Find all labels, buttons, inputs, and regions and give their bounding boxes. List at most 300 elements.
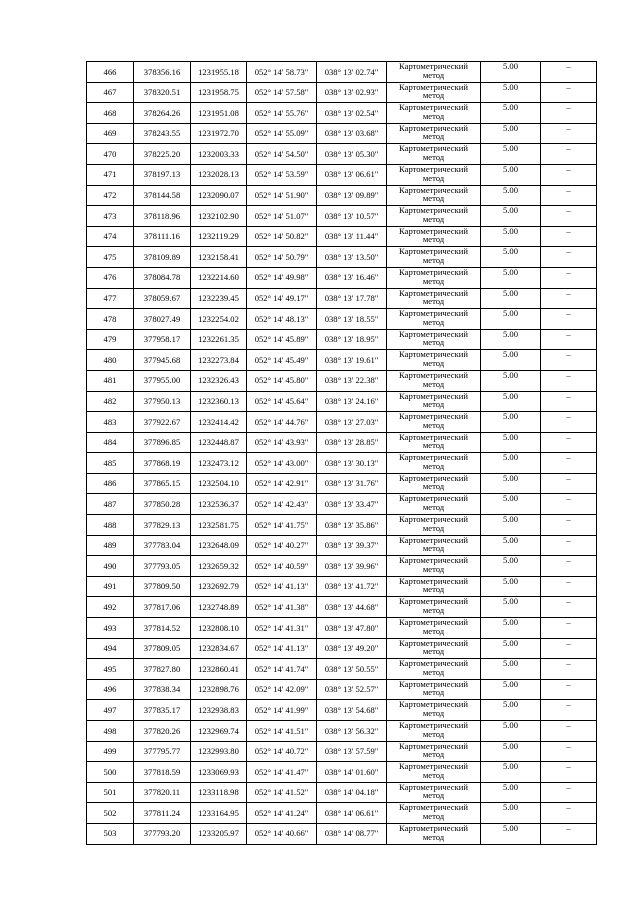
latitude-cell: 052° 14' 48.13" xyxy=(247,309,317,330)
y-coordinate-cell: 1233118.98 xyxy=(191,782,247,803)
point-number-cell: 483 xyxy=(87,412,134,433)
x-coordinate-cell: 377850.28 xyxy=(134,494,191,515)
method-cell xyxy=(387,659,481,680)
point-number-cell: 490 xyxy=(87,556,134,577)
x-coordinate-cell: 378320.51 xyxy=(134,82,191,103)
latitude-cell: 052° 14' 40.66" xyxy=(247,823,317,844)
method-label-line2: метод xyxy=(422,605,445,616)
table-row xyxy=(87,309,597,330)
y-coordinate-cell: 1232648.09 xyxy=(191,535,247,556)
note-cell: – xyxy=(541,782,597,803)
y-coordinate-cell: 1232860.41 xyxy=(191,659,247,680)
latitude-cell: 052° 14' 41.52" xyxy=(247,782,317,803)
method-label-line2: метод xyxy=(422,275,445,286)
longitude-cell: 038° 13' 39.37" xyxy=(317,535,387,556)
table-row xyxy=(87,247,597,268)
accuracy-cell: 5.00 xyxy=(481,823,541,844)
latitude-cell: 052° 14' 45.64" xyxy=(247,391,317,412)
method-label-line1: Картометрический xyxy=(399,823,468,833)
latitude-cell: 052° 14' 58.73" xyxy=(247,62,317,83)
method-cell xyxy=(387,247,481,268)
point-number-cell: 498 xyxy=(87,721,134,742)
longitude-cell: 038° 14' 08.77" xyxy=(317,823,387,844)
note-cell: – xyxy=(541,823,597,844)
note-cell: – xyxy=(541,329,597,350)
accuracy-cell: 5.00 xyxy=(481,267,541,288)
longitude-cell: 038° 13' 47.80" xyxy=(317,618,387,639)
accuracy-cell: 5.00 xyxy=(481,391,541,412)
note-cell: – xyxy=(541,267,597,288)
longitude-cell: 038° 13' 41.72" xyxy=(317,576,387,597)
longitude-cell: 038° 13' 27.03" xyxy=(317,412,387,433)
longitude-cell: 038° 13' 17.78" xyxy=(317,288,387,309)
latitude-cell: 052° 14' 40.72" xyxy=(247,741,317,762)
longitude-cell: 038° 13' 28.85" xyxy=(317,432,387,453)
method-label-line2: метод xyxy=(422,460,445,471)
y-coordinate-cell: 1232692.79 xyxy=(191,576,247,597)
latitude-cell: 052° 14' 55.09" xyxy=(247,123,317,144)
method-label-line1: Картометрический xyxy=(399,391,468,401)
method-label-line2: метод xyxy=(422,666,445,677)
latitude-cell: 052° 14' 41.99" xyxy=(247,700,317,721)
longitude-cell: 038° 13' 56.32" xyxy=(317,721,387,742)
y-coordinate-cell: 1232748.89 xyxy=(191,597,247,618)
latitude-cell: 052° 14' 41.74" xyxy=(247,659,317,680)
note-cell: – xyxy=(541,309,597,330)
x-coordinate-cell: 377817.06 xyxy=(134,597,191,618)
method-cell xyxy=(387,144,481,165)
table-row xyxy=(87,700,597,721)
method-label-line1: Картометрический xyxy=(399,370,468,380)
y-coordinate-cell: 1232119.29 xyxy=(191,226,247,247)
method-label-line2: метод xyxy=(422,625,445,636)
method-cell xyxy=(387,679,481,700)
accuracy-cell: 5.00 xyxy=(481,762,541,783)
point-number-cell: 471 xyxy=(87,164,134,185)
note-cell: – xyxy=(541,82,597,103)
table-row xyxy=(87,288,597,309)
method-label-line1: Картометрический xyxy=(399,246,468,257)
latitude-cell: 052° 14' 41.24" xyxy=(247,803,317,824)
y-coordinate-cell: 1232969.74 xyxy=(191,721,247,742)
point-number-cell: 479 xyxy=(87,329,134,350)
note-cell: – xyxy=(541,144,597,165)
x-coordinate-cell: 378084.78 xyxy=(134,267,191,288)
longitude-cell: 038° 13' 30.13" xyxy=(317,453,387,474)
table-row xyxy=(87,762,597,783)
accuracy-cell: 5.00 xyxy=(481,144,541,165)
y-coordinate-cell: 1232834.67 xyxy=(191,638,247,659)
x-coordinate-cell: 377955.00 xyxy=(134,370,191,391)
accuracy-cell: 5.00 xyxy=(481,638,541,659)
x-coordinate-cell: 377793.05 xyxy=(134,556,191,577)
method-cell xyxy=(387,494,481,515)
x-coordinate-cell: 377818.59 xyxy=(134,762,191,783)
point-number-cell: 470 xyxy=(87,144,134,165)
longitude-cell: 038° 13' 02.54" xyxy=(317,103,387,124)
x-coordinate-cell: 377820.26 xyxy=(134,721,191,742)
accuracy-cell: 5.00 xyxy=(481,329,541,350)
method-label-line1: Картометрический xyxy=(399,658,468,669)
y-coordinate-cell: 1232326.43 xyxy=(191,370,247,391)
accuracy-cell: 5.00 xyxy=(481,679,541,700)
longitude-cell: 038° 13' 09.89" xyxy=(317,185,387,206)
method-label-line2: метод xyxy=(422,172,445,183)
point-number-cell: 477 xyxy=(87,288,134,309)
method-label-line2: метод xyxy=(422,543,445,554)
latitude-cell: 052° 14' 44.76" xyxy=(247,412,317,433)
y-coordinate-cell: 1232504.10 xyxy=(191,473,247,494)
method-label-line2: метод xyxy=(422,151,445,162)
method-label-line2: метод xyxy=(422,563,445,574)
x-coordinate-cell: 377835.17 xyxy=(134,700,191,721)
y-coordinate-cell: 1232808.10 xyxy=(191,618,247,639)
method-cell xyxy=(387,515,481,536)
method-label-line2: метод xyxy=(422,316,445,327)
method-cell xyxy=(387,556,481,577)
method-cell xyxy=(387,329,481,350)
accuracy-cell: 5.00 xyxy=(481,556,541,577)
x-coordinate-cell: 377827.80 xyxy=(134,659,191,680)
longitude-cell: 038° 13' 19.61" xyxy=(317,350,387,371)
method-cell xyxy=(387,123,481,144)
note-cell: – xyxy=(541,391,597,412)
table-row xyxy=(87,494,597,515)
y-coordinate-cell: 1232898.76 xyxy=(191,679,247,700)
accuracy-cell: 5.00 xyxy=(481,412,541,433)
table-row xyxy=(87,206,597,227)
point-number-cell: 481 xyxy=(87,370,134,391)
latitude-cell: 052° 14' 50.79" xyxy=(247,247,317,268)
note-cell: – xyxy=(541,679,597,700)
latitude-cell: 052° 14' 50.82" xyxy=(247,226,317,247)
method-label-line1: Картометрический xyxy=(399,349,468,360)
latitude-cell: 052° 14' 40.59" xyxy=(247,556,317,577)
table-row xyxy=(87,659,597,680)
note-cell: – xyxy=(541,721,597,742)
point-number-cell: 482 xyxy=(87,391,134,412)
table-row xyxy=(87,576,597,597)
method-cell xyxy=(387,350,481,371)
table-row xyxy=(87,370,597,391)
note-cell: – xyxy=(541,226,597,247)
x-coordinate-cell: 377809.05 xyxy=(134,638,191,659)
method-cell xyxy=(387,103,481,124)
latitude-cell: 052° 14' 42.43" xyxy=(247,494,317,515)
method-label-line2: метод xyxy=(422,790,445,801)
method-label-line1: Картометрический xyxy=(399,514,468,525)
note-cell: – xyxy=(541,618,597,639)
table-row xyxy=(87,185,597,206)
point-number-cell: 476 xyxy=(87,267,134,288)
method-cell xyxy=(387,370,481,391)
accuracy-cell: 5.00 xyxy=(481,803,541,824)
x-coordinate-cell: 378264.26 xyxy=(134,103,191,124)
method-label-line1: Картометрический xyxy=(399,452,468,463)
y-coordinate-cell: 1231951.08 xyxy=(191,103,247,124)
table-row xyxy=(87,556,597,577)
x-coordinate-cell: 377958.17 xyxy=(134,329,191,350)
table-row xyxy=(87,679,597,700)
method-label-line1: Картометрический xyxy=(399,329,468,339)
longitude-cell: 038° 13' 03.68" xyxy=(317,123,387,144)
method-label-line2: метод xyxy=(422,481,445,492)
note-cell: – xyxy=(541,700,597,721)
table-row xyxy=(87,144,597,165)
y-coordinate-cell: 1232003.33 xyxy=(191,144,247,165)
method-label-line2: метод xyxy=(422,296,445,307)
y-coordinate-cell: 1232993.80 xyxy=(191,741,247,762)
x-coordinate-cell: 377945.68 xyxy=(134,350,191,371)
method-cell xyxy=(387,576,481,597)
accuracy-cell: 5.00 xyxy=(481,473,541,494)
latitude-cell: 052° 14' 49.17" xyxy=(247,288,317,309)
longitude-cell: 038° 13' 52.57" xyxy=(317,679,387,700)
table-row xyxy=(87,123,597,144)
method-label-line1: Картометрический xyxy=(399,61,468,71)
x-coordinate-cell: 377950.13 xyxy=(134,391,191,412)
method-label-line1: Картометрический xyxy=(399,267,468,277)
longitude-cell: 038° 13' 10.57" xyxy=(317,206,387,227)
method-label-line1: Картометрический xyxy=(399,802,468,813)
method-label-line2: метод xyxy=(422,646,445,657)
x-coordinate-cell: 378243.55 xyxy=(134,123,191,144)
point-number-cell: 478 xyxy=(87,309,134,330)
y-coordinate-cell: 1232581.75 xyxy=(191,515,247,536)
method-cell xyxy=(387,412,481,433)
longitude-cell: 038° 13' 11.44" xyxy=(317,226,387,247)
note-cell: – xyxy=(541,432,597,453)
table-row xyxy=(87,473,597,494)
point-number-cell: 485 xyxy=(87,453,134,474)
method-label-line1: Картометрический xyxy=(399,617,468,628)
longitude-cell: 038° 13' 57.59" xyxy=(317,741,387,762)
y-coordinate-cell: 1232938.83 xyxy=(191,700,247,721)
method-label-line1: Картометрический xyxy=(399,555,468,566)
latitude-cell: 052° 14' 41.13" xyxy=(247,638,317,659)
latitude-cell: 052° 14' 54.50" xyxy=(247,144,317,165)
note-cell: – xyxy=(541,206,597,227)
latitude-cell: 052° 14' 40.27" xyxy=(247,535,317,556)
method-label-line2: метод xyxy=(422,440,445,451)
y-coordinate-cell: 1231958.75 xyxy=(191,82,247,103)
method-label-line2: метод xyxy=(422,749,445,760)
point-number-cell: 491 xyxy=(87,576,134,597)
method-label-line2: метод xyxy=(422,254,445,265)
method-label-line1: Картометрический xyxy=(399,432,468,442)
method-cell xyxy=(387,803,481,824)
longitude-cell: 038° 13' 31.76" xyxy=(317,473,387,494)
method-label-line1: Картометрический xyxy=(399,699,468,710)
method-cell xyxy=(387,535,481,556)
note-cell: – xyxy=(541,288,597,309)
point-number-cell: 472 xyxy=(87,185,134,206)
method-label-line1: Картометрический xyxy=(399,164,468,174)
method-label-line1: Картометрический xyxy=(399,741,468,751)
x-coordinate-cell: 378111.16 xyxy=(134,226,191,247)
longitude-cell: 038° 13' 02.74" xyxy=(317,62,387,83)
accuracy-cell: 5.00 xyxy=(481,206,541,227)
table-row xyxy=(87,823,597,844)
point-number-cell: 469 xyxy=(87,123,134,144)
table-row xyxy=(87,350,597,371)
x-coordinate-cell: 377793.20 xyxy=(134,823,191,844)
method-label-line2: метод xyxy=(422,728,445,739)
accuracy-cell: 5.00 xyxy=(481,618,541,639)
note-cell: – xyxy=(541,741,597,762)
y-coordinate-cell: 1233069.93 xyxy=(191,762,247,783)
point-number-cell: 497 xyxy=(87,700,134,721)
table-row xyxy=(87,803,597,824)
method-label-line2: метод xyxy=(422,90,445,101)
note-cell: – xyxy=(541,412,597,433)
y-coordinate-cell: 1232536.37 xyxy=(191,494,247,515)
point-number-cell: 500 xyxy=(87,762,134,783)
method-cell xyxy=(387,62,481,83)
note-cell: – xyxy=(541,638,597,659)
method-label-line1: Картометрический xyxy=(399,411,468,422)
method-label-line2: метод xyxy=(422,502,445,513)
method-cell xyxy=(387,823,481,844)
point-number-cell: 495 xyxy=(87,659,134,680)
method-label-line2: метод xyxy=(422,69,445,80)
method-label-line1: Картометрический xyxy=(399,761,468,772)
longitude-cell: 038° 13' 33.47" xyxy=(317,494,387,515)
note-cell: – xyxy=(541,515,597,536)
x-coordinate-cell: 378225.20 xyxy=(134,144,191,165)
longitude-cell: 038° 13' 02.93" xyxy=(317,82,387,103)
method-cell xyxy=(387,762,481,783)
note-cell: – xyxy=(541,103,597,124)
method-cell xyxy=(387,432,481,453)
method-label-line1: Картометрический xyxy=(399,288,468,298)
longitude-cell: 038° 14' 04.18" xyxy=(317,782,387,803)
point-number-cell: 480 xyxy=(87,350,134,371)
accuracy-cell: 5.00 xyxy=(481,309,541,330)
x-coordinate-cell: 378059.67 xyxy=(134,288,191,309)
method-label-line2: метод xyxy=(422,687,445,698)
table-row xyxy=(87,597,597,618)
method-label-line2: метод xyxy=(422,584,445,595)
note-cell: – xyxy=(541,164,597,185)
longitude-cell: 038° 14' 01.60" xyxy=(317,762,387,783)
y-coordinate-cell: 1232090.07 xyxy=(191,185,247,206)
y-coordinate-cell: 1233164.95 xyxy=(191,803,247,824)
x-coordinate-cell: 378144.58 xyxy=(134,185,191,206)
method-label-line1: Картометрический xyxy=(399,102,468,113)
latitude-cell: 052° 14' 49.98" xyxy=(247,267,317,288)
table-row xyxy=(87,226,597,247)
longitude-cell: 038° 13' 06.61" xyxy=(317,164,387,185)
x-coordinate-cell: 377814.52 xyxy=(134,618,191,639)
x-coordinate-cell: 377795.77 xyxy=(134,741,191,762)
note-cell: – xyxy=(541,473,597,494)
point-number-cell: 473 xyxy=(87,206,134,227)
method-label-line1: Картометрический xyxy=(399,535,468,545)
point-number-cell: 488 xyxy=(87,515,134,536)
x-coordinate-cell: 378356.16 xyxy=(134,62,191,83)
note-cell: – xyxy=(541,370,597,391)
table-row xyxy=(87,103,597,124)
y-coordinate-cell: 1232261.35 xyxy=(191,329,247,350)
accuracy-cell: 5.00 xyxy=(481,350,541,371)
longitude-cell: 038° 13' 49.20" xyxy=(317,638,387,659)
y-coordinate-cell: 1232158.41 xyxy=(191,247,247,268)
table-row xyxy=(87,618,597,639)
method-cell xyxy=(387,473,481,494)
table-row xyxy=(87,391,597,412)
accuracy-cell: 5.00 xyxy=(481,700,541,721)
longitude-cell: 038° 13' 13.50" xyxy=(317,247,387,268)
latitude-cell: 052° 14' 43.00" xyxy=(247,453,317,474)
x-coordinate-cell: 378197.13 xyxy=(134,164,191,185)
longitude-cell: 038° 13' 18.95" xyxy=(317,329,387,350)
method-cell xyxy=(387,226,481,247)
longitude-cell: 038° 13' 16.46" xyxy=(317,267,387,288)
note-cell: – xyxy=(541,62,597,83)
method-label-line1: Картометрический xyxy=(399,782,468,792)
table-row xyxy=(87,741,597,762)
method-label-line2: метод xyxy=(422,378,445,389)
latitude-cell: 052° 14' 41.47" xyxy=(247,762,317,783)
method-cell xyxy=(387,597,481,618)
method-label-line1: Картометрический xyxy=(399,679,468,689)
latitude-cell: 052° 14' 51.90" xyxy=(247,185,317,206)
x-coordinate-cell: 377809.50 xyxy=(134,576,191,597)
latitude-cell: 052° 14' 53.59" xyxy=(247,164,317,185)
point-number-cell: 487 xyxy=(87,494,134,515)
latitude-cell: 052° 14' 42.09" xyxy=(247,679,317,700)
method-cell xyxy=(387,267,481,288)
x-coordinate-cell: 377865.15 xyxy=(134,473,191,494)
accuracy-cell: 5.00 xyxy=(481,123,541,144)
method-label-line2: метод xyxy=(422,357,445,368)
table-row xyxy=(87,721,597,742)
note-cell: – xyxy=(541,803,597,824)
method-label-line2: метод xyxy=(422,131,445,142)
longitude-cell: 038° 13' 44.68" xyxy=(317,597,387,618)
note-cell: – xyxy=(541,123,597,144)
note-cell: – xyxy=(541,576,597,597)
method-label-line2: метод xyxy=(422,213,445,224)
method-label-line2: метод xyxy=(422,769,445,780)
table-row xyxy=(87,638,597,659)
y-coordinate-cell: 1232448.87 xyxy=(191,432,247,453)
latitude-cell: 052° 14' 45.49" xyxy=(247,350,317,371)
table-row xyxy=(87,782,597,803)
method-cell xyxy=(387,700,481,721)
longitude-cell: 038° 13' 18.55" xyxy=(317,309,387,330)
table-row xyxy=(87,329,597,350)
table-row xyxy=(87,432,597,453)
table-body xyxy=(87,62,597,845)
method-label-line1: Картометрический xyxy=(399,308,468,319)
longitude-cell: 038° 13' 39.96" xyxy=(317,556,387,577)
method-label-line2: метод xyxy=(422,399,445,410)
table-row xyxy=(87,453,597,474)
x-coordinate-cell: 377838.34 xyxy=(134,679,191,700)
latitude-cell: 052° 14' 43.93" xyxy=(247,432,317,453)
method-label-line1: Картометрический xyxy=(399,473,468,483)
x-coordinate-cell: 377896.85 xyxy=(134,432,191,453)
point-number-cell: 501 xyxy=(87,782,134,803)
y-coordinate-cell: 1232360.13 xyxy=(191,391,247,412)
method-label-line1: Картометрический xyxy=(399,82,468,92)
table-row xyxy=(87,267,597,288)
method-label-line2: метод xyxy=(422,810,445,821)
latitude-cell: 052° 14' 57.58" xyxy=(247,82,317,103)
latitude-cell: 052° 14' 41.31" xyxy=(247,618,317,639)
